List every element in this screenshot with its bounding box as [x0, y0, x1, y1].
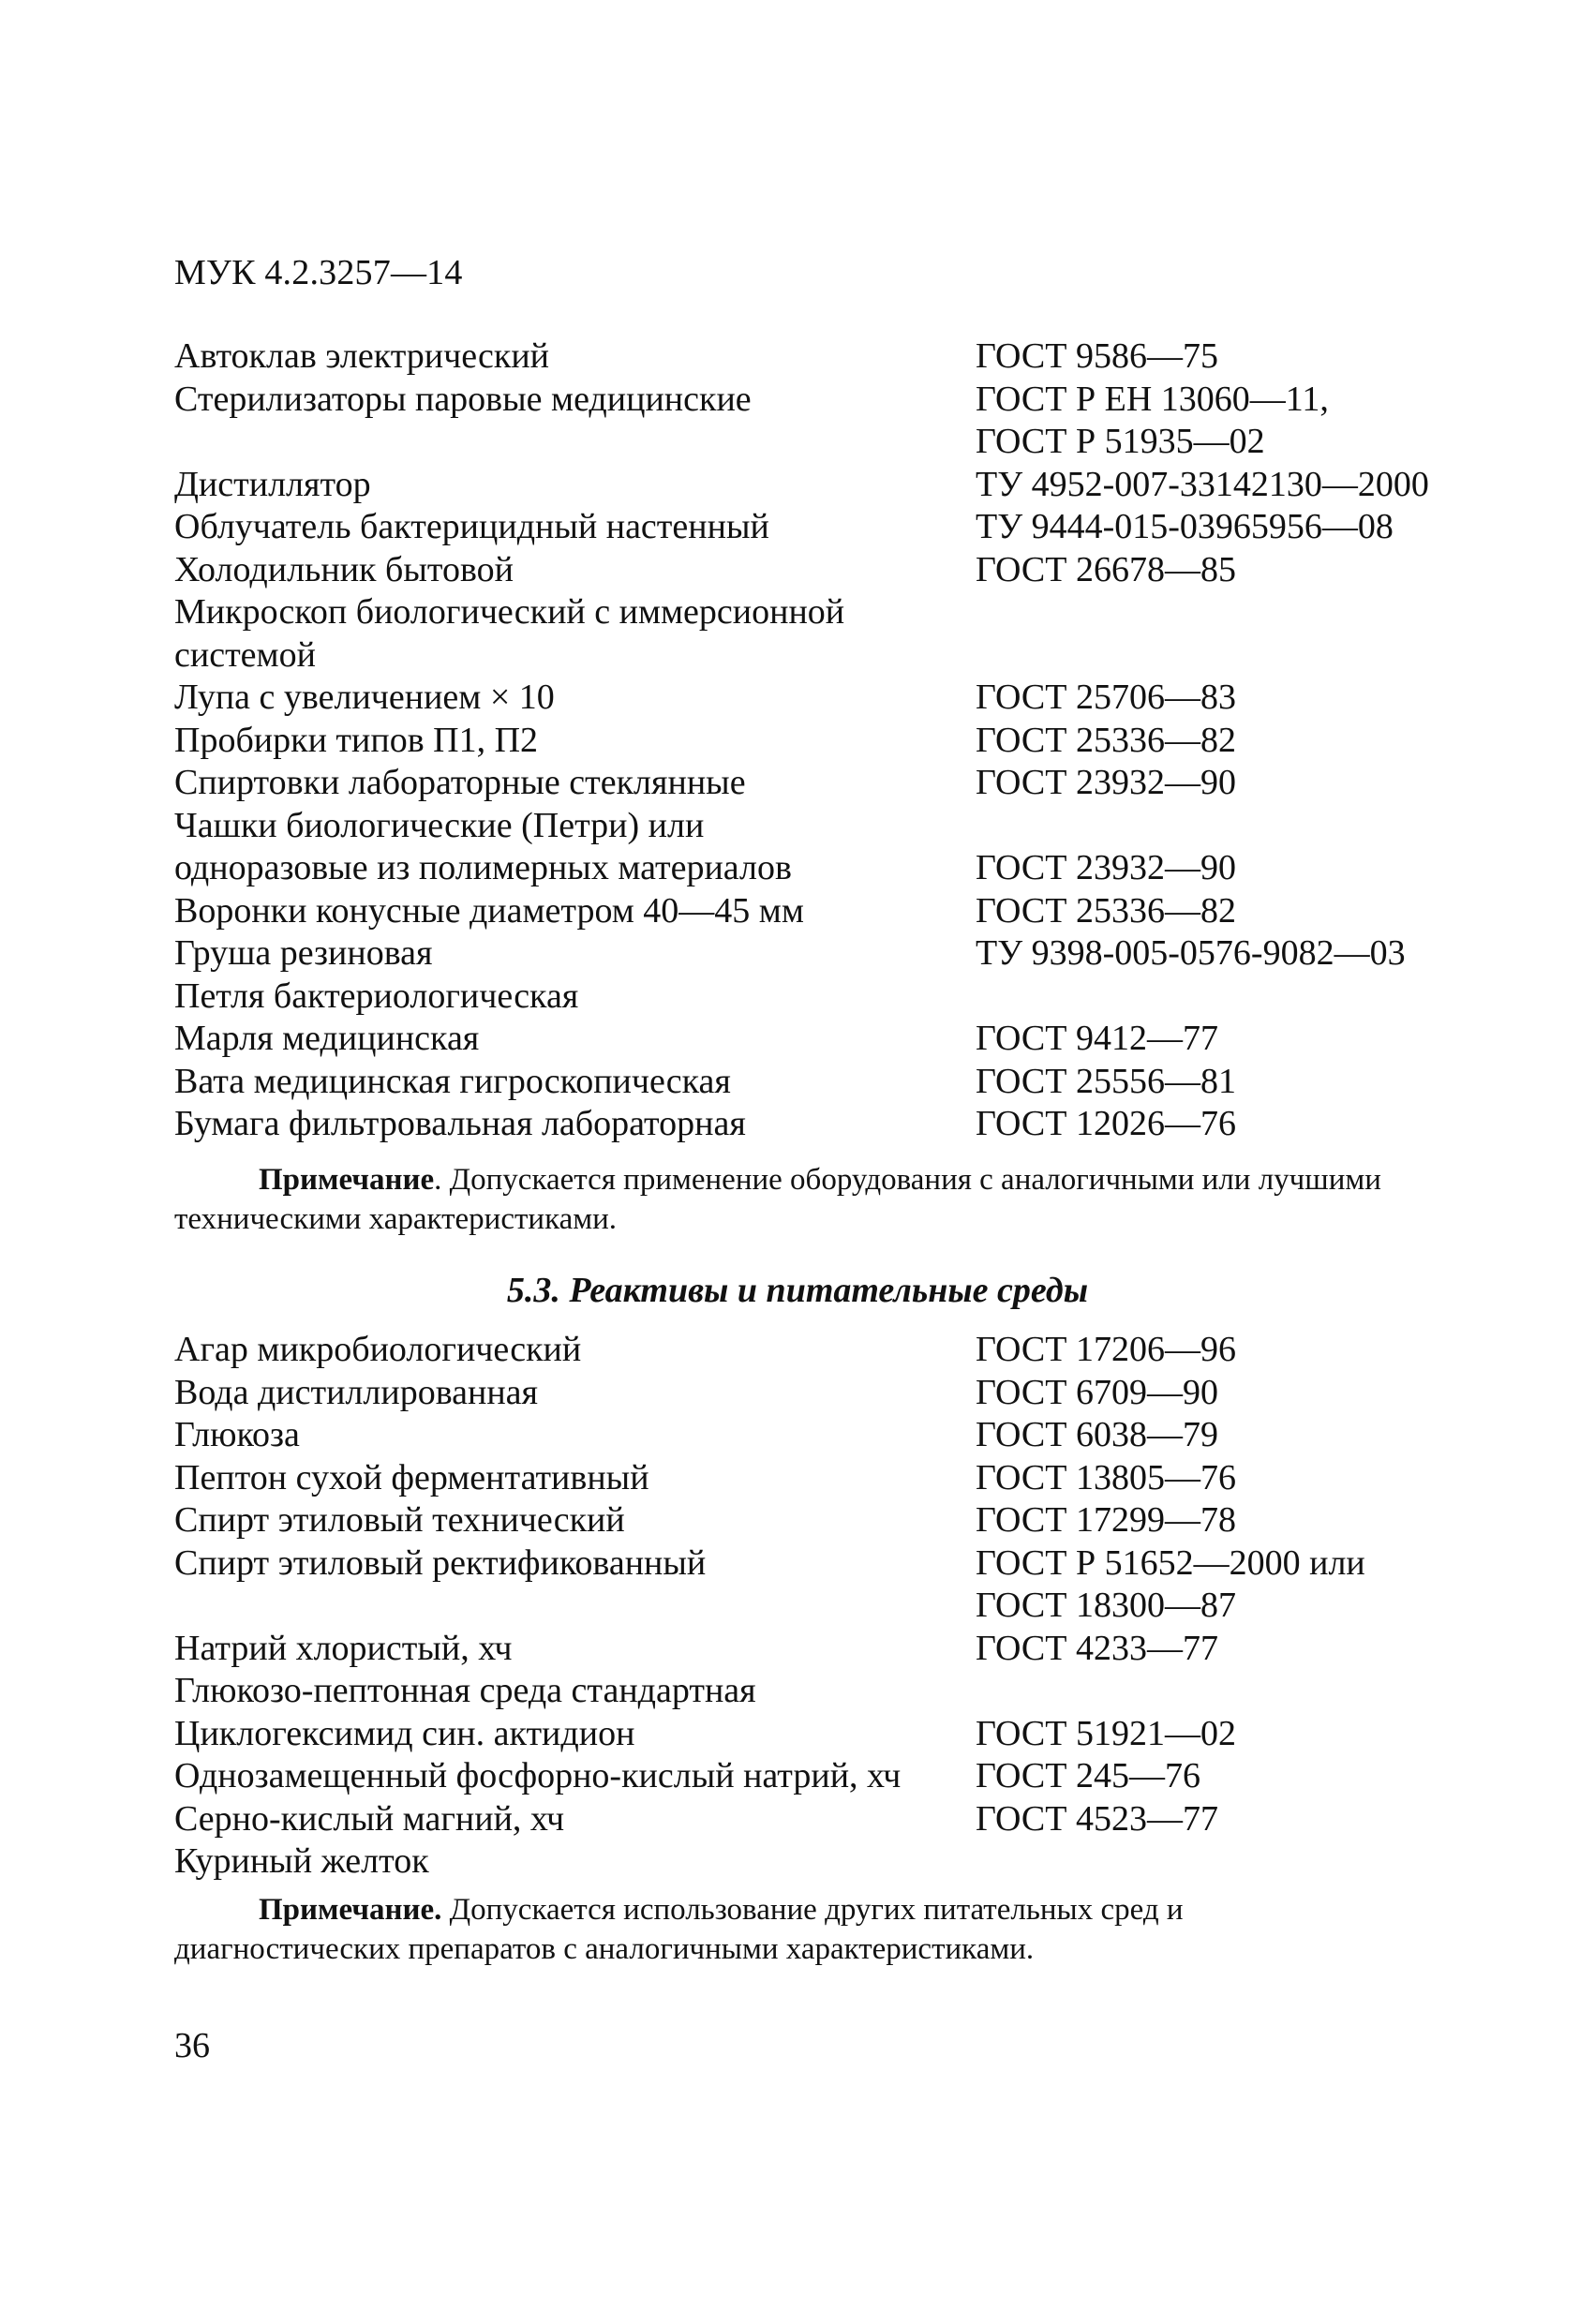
item-standard-line: ГОСТ 6709—90	[976, 1372, 1218, 1412]
item-standard	[976, 1542, 1486, 1628]
list-item	[174, 1542, 1486, 1628]
item-standard	[976, 762, 1486, 805]
list-item	[174, 1499, 1486, 1542]
note-label: Примечание	[259, 1163, 435, 1197]
item-name-line: Дистиллятор	[174, 464, 371, 504]
item-name	[174, 805, 976, 890]
item-name-line: Однозамещенный фосфорно-кислый натрий, хч	[174, 1756, 902, 1795]
item-standard	[976, 1713, 1486, 1756]
note-label: Примечание.	[259, 1893, 442, 1927]
item-name-line: Марля медицинская	[174, 1019, 480, 1058]
list-item	[174, 1329, 1486, 1372]
item-name	[174, 464, 976, 507]
document-code-header: МУК 4.2.3257—14	[174, 253, 463, 292]
item-standard-line: ГОСТ 51921—02	[976, 1713, 1236, 1753]
item-name-line: Бумага фильтровальная лабораторная	[174, 1104, 746, 1143]
item-name	[174, 379, 976, 422]
item-standard	[976, 335, 1486, 379]
item-name-line: Лупа с увеличением × 10	[174, 678, 555, 717]
list-item	[174, 1670, 1486, 1713]
item-name-line: Облучатель бактерицидный настенный	[174, 507, 769, 546]
list-item	[174, 976, 1486, 1019]
page-number: 36	[174, 2026, 210, 2065]
item-standard	[976, 464, 1486, 507]
list-item	[174, 1457, 1486, 1500]
list-item	[174, 762, 1486, 805]
list-item	[174, 1840, 1486, 1884]
item-name	[174, 1755, 976, 1798]
item-standard	[976, 1372, 1486, 1415]
reagents-note	[174, 1890, 1402, 1969]
item-name	[174, 720, 976, 763]
item-standard	[976, 1499, 1486, 1542]
item-name	[174, 1103, 976, 1146]
item-standard	[976, 1457, 1486, 1500]
list-item	[174, 1628, 1486, 1671]
item-standard	[976, 379, 1486, 464]
item-name	[174, 976, 976, 1019]
list-item	[174, 932, 1486, 976]
item-name-line: Груша резиновая	[174, 933, 433, 973]
item-name-line: Спирт этиловый технический	[174, 1500, 625, 1540]
item-name	[174, 1542, 976, 1586]
item-name-line: Вода дистиллированная	[174, 1372, 539, 1412]
section-title: 5.3. Реактивы и питательные среды	[506, 1271, 1089, 1310]
item-name-line: Серно-кислый магний, хч	[174, 1798, 565, 1839]
list-item	[174, 379, 1486, 464]
item-standard-line: ГОСТ Р 51935—02	[976, 422, 1265, 461]
item-name-line: системой	[174, 634, 316, 675]
item-standard-line: ГОСТ 25706—83	[976, 678, 1236, 717]
item-name-line: Циклогексимид син. актидион	[174, 1713, 635, 1753]
item-name-line: Агар микробиологический	[174, 1330, 582, 1369]
item-name-line: Пептон сухой ферментативный	[174, 1457, 649, 1497]
item-name	[174, 506, 976, 549]
item-name-line: Микроскоп биологический с иммерсионной	[174, 592, 845, 632]
item-name	[174, 1670, 976, 1713]
list-item	[174, 677, 1486, 720]
list-item	[174, 1372, 1486, 1415]
list-item	[174, 506, 1486, 549]
item-standard-line: ГОСТ 25556—81	[976, 1061, 1236, 1101]
list-item	[174, 1755, 1486, 1798]
item-standard	[976, 890, 1486, 933]
item-name	[174, 1414, 976, 1457]
item-standard	[976, 932, 1486, 976]
item-name-line: Холодильник бытовой	[174, 549, 514, 589]
item-standard-line: ГОСТ 13805—76	[976, 1457, 1236, 1497]
list-item	[174, 1414, 1486, 1457]
item-name	[174, 1713, 976, 1756]
equipment-list	[174, 335, 1486, 1146]
item-standard	[976, 549, 1486, 592]
item-standard-line: ГОСТ 12026—76	[976, 1104, 1236, 1143]
item-standard-line: ГОСТ 25336—82	[976, 720, 1236, 760]
item-name	[174, 1840, 976, 1884]
list-item	[174, 1103, 1486, 1146]
item-name	[174, 1499, 976, 1542]
list-item	[174, 591, 1486, 677]
item-name	[174, 1798, 976, 1841]
list-item	[174, 464, 1486, 507]
list-item	[174, 549, 1486, 592]
item-name	[174, 762, 976, 805]
item-standard-line: ГОСТ 4233—77	[976, 1628, 1218, 1668]
item-standard-line: ГОСТ 17299—78	[976, 1500, 1236, 1540]
item-standard-line: ГОСТ Р ЕН 13060—11,	[976, 379, 1329, 419]
item-name-line: Чашки биологические (Петри) или	[174, 805, 705, 845]
item-standard	[976, 1103, 1486, 1146]
item-name-line: Спиртовки лабораторные стеклянные	[174, 763, 746, 802]
item-standard	[976, 506, 1486, 549]
list-item	[174, 335, 1486, 379]
list-item	[174, 1061, 1486, 1104]
item-name-line: Стерилизаторы паровые медицинские	[174, 379, 752, 419]
item-name	[174, 677, 976, 720]
item-name	[174, 335, 976, 379]
item-name	[174, 591, 976, 677]
item-standard-line: ТУ 9444-015-03965956—08	[976, 507, 1394, 546]
item-standard-line: ГОСТ 26678—85	[976, 549, 1236, 589]
note-text: . Допускается применение оборудования с аналогичными или лучшими техническими характеристиками.	[174, 1163, 1381, 1236]
note-text: Допускается использование других питательных сред и диагностических препаратов с аналогичными характеристиками.	[174, 1893, 1184, 1966]
item-name-line: Глюкоза	[174, 1415, 300, 1454]
item-standard-line: ГОСТ 25336—82	[976, 890, 1236, 931]
item-standard-line: ГОСТ Р 51652—2000 или	[976, 1542, 1365, 1583]
list-item	[174, 1798, 1486, 1841]
item-name-line: Воронки конусные диаметром 40—45 мм	[174, 890, 804, 931]
item-name-line: Куриный желток	[174, 1841, 429, 1881]
item-name	[174, 1061, 976, 1104]
item-name-line: Петля бактериологическая	[174, 976, 579, 1016]
item-standard	[976, 1798, 1486, 1841]
list-item	[174, 890, 1486, 933]
item-standard	[976, 1329, 1486, 1372]
item-standard	[976, 1414, 1486, 1457]
item-standard	[976, 677, 1486, 720]
item-name	[174, 1457, 976, 1500]
list-item	[174, 1018, 1486, 1061]
item-name-line: одноразовые из полимерных материалов	[174, 848, 792, 887]
item-standard-line: ГОСТ 9586—75	[976, 336, 1218, 376]
list-item	[174, 720, 1486, 763]
item-standard-line	[976, 805, 1486, 848]
item-name	[174, 1628, 976, 1671]
list-item	[174, 1713, 1486, 1756]
item-name	[174, 932, 976, 976]
item-name	[174, 549, 976, 592]
equipment-note	[174, 1160, 1402, 1239]
item-name-line: Спирт этиловый ректификованный	[174, 1542, 707, 1583]
item-name-line: Автоклав электрический	[174, 336, 550, 376]
item-standard-line: ТУ 4952-007-33142130—2000	[976, 464, 1429, 504]
item-standard	[976, 1628, 1486, 1671]
item-name	[174, 1329, 976, 1372]
item-standard	[976, 1061, 1486, 1104]
reagents-list	[174, 1329, 1486, 1884]
item-name-line: Глюкозо-пептонная среда стандартная	[174, 1671, 756, 1710]
item-standard	[976, 805, 1486, 890]
list-item	[174, 805, 1486, 890]
item-standard	[976, 1755, 1486, 1798]
item-name-line: Вата медицинская гигроскопическая	[174, 1061, 731, 1101]
item-standard-line: ГОСТ 245—76	[976, 1756, 1200, 1795]
item-name-line: Натрий хлористый, хч	[174, 1628, 513, 1668]
item-standard	[976, 720, 1486, 763]
item-standard	[976, 1018, 1486, 1061]
item-standard-line: ГОСТ 6038—79	[976, 1415, 1218, 1454]
item-name	[174, 1018, 976, 1061]
item-standard-line: ГОСТ 17206—96	[976, 1330, 1236, 1369]
item-standard-line: ГОСТ 9412—77	[976, 1019, 1218, 1058]
item-name	[174, 1372, 976, 1415]
item-name	[174, 890, 976, 933]
item-standard-line: ТУ 9398-005-0576-9082—03	[976, 933, 1406, 973]
item-standard-line: ГОСТ 23932—90	[976, 848, 1236, 887]
item-standard-line: ГОСТ 23932—90	[976, 763, 1236, 802]
item-name-line: Пробирки типов П1, П2	[174, 720, 539, 760]
item-standard-line: ГОСТ 18300—87	[976, 1586, 1236, 1625]
item-standard-line: ГОСТ 4523—77	[976, 1798, 1218, 1839]
